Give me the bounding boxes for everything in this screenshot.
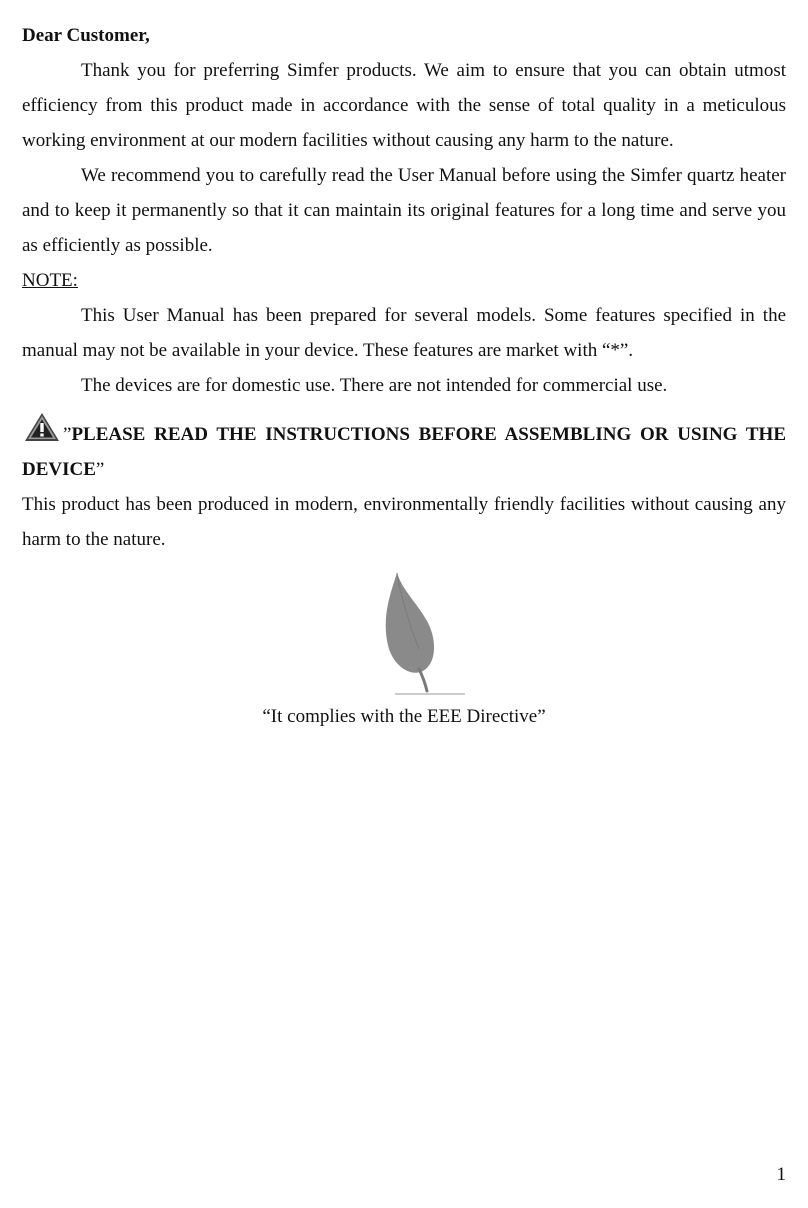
leaf-icon bbox=[367, 569, 467, 697]
eee-directive-caption: “It complies with the EEE Directive” bbox=[262, 706, 546, 727]
note-label: NOTE: bbox=[22, 270, 78, 291]
note-domestic-paragraph: The devices are for domestic use. There are not intended for commercial use. bbox=[81, 375, 668, 396]
salutation: Dear Customer, bbox=[22, 25, 150, 46]
warning-block bbox=[22, 410, 786, 487]
warning-open-quote: ” bbox=[63, 424, 72, 445]
warning-close-quote: ” bbox=[95, 459, 105, 480]
leaf-figure bbox=[22, 569, 786, 699]
intro-paragraph: Thank you for preferring Simfer products. We aim to ensure that you can obtain utmost efficiency from this product made in accordance with the sense of total quality in a meticulous working environment at our modern facilities without causing any harm to the nature. bbox=[22, 60, 786, 151]
page-number: 1 bbox=[776, 1164, 786, 1185]
note-models-paragraph: This User Manual has been prepared for several models. Some features specified in the manual may not be available in your device. These features are market with “*”. bbox=[22, 305, 786, 361]
environment-statement: This product has been produced in modern, environmentally friendly facilities without causing any harm to the nature. bbox=[22, 494, 786, 550]
warning-text: PLEASE READ THE INSTRUCTIONS BEFORE ASSEMBLING OR USING THE DEVICE bbox=[22, 424, 786, 480]
warning-triangle-icon bbox=[22, 410, 62, 444]
recommendation-paragraph: We recommend you to carefully read the User Manual before using the Simfer quartz heater and to keep it permanently so that it can maintain its original features for a long time and serve you as efficiently as possible. bbox=[22, 165, 786, 256]
document-page bbox=[22, 18, 786, 734]
